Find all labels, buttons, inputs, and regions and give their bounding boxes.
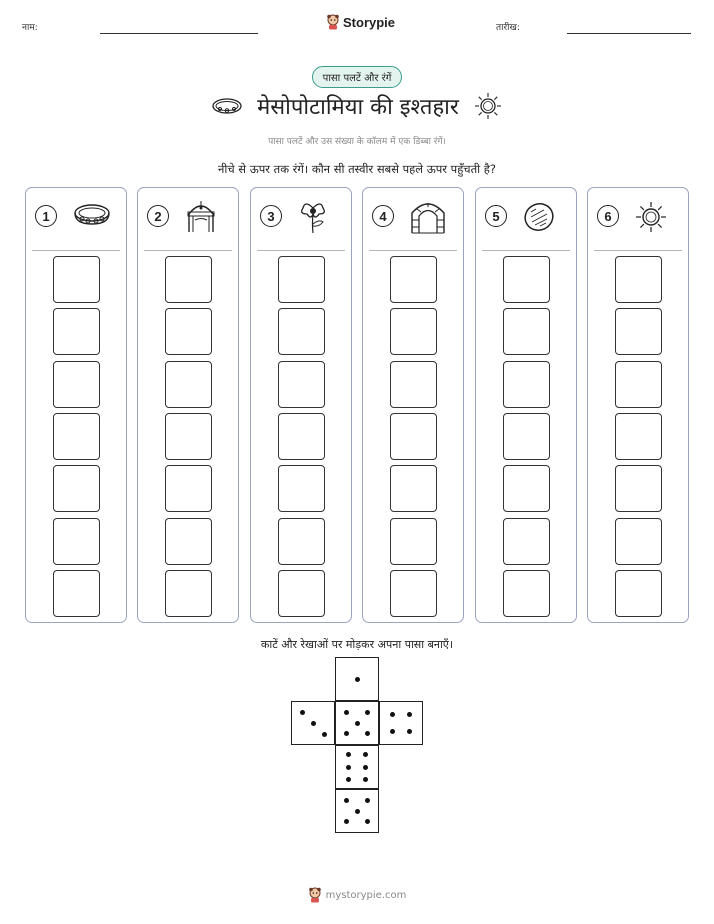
column-number: 1	[35, 205, 57, 227]
die-face-4	[379, 701, 423, 745]
brand-logo	[326, 14, 395, 30]
color-box[interactable]	[165, 465, 212, 512]
color-box[interactable]	[615, 413, 662, 460]
footer-url: mystorypie.com	[325, 889, 407, 901]
column-divider	[482, 250, 570, 251]
date-line[interactable]	[567, 33, 691, 34]
color-box[interactable]	[390, 518, 437, 565]
die-face-1	[335, 657, 379, 701]
column-number: 5	[485, 205, 507, 227]
die-pip	[355, 809, 360, 814]
die-pip	[363, 752, 368, 757]
die-pip	[407, 729, 412, 734]
color-box[interactable]	[278, 413, 325, 460]
color-box[interactable]	[165, 518, 212, 565]
die-face-3	[291, 701, 335, 745]
die-pip	[311, 721, 316, 726]
race-column-4	[362, 187, 464, 623]
race-column-5	[475, 187, 577, 623]
color-box[interactable]	[503, 361, 550, 408]
stone-arch-icon	[409, 200, 447, 238]
die-pip	[344, 731, 349, 736]
color-box[interactable]	[390, 413, 437, 460]
color-box[interactable]	[278, 518, 325, 565]
race-column-3	[250, 187, 352, 623]
die-pip	[344, 819, 349, 824]
color-box[interactable]	[278, 361, 325, 408]
footer	[308, 887, 407, 903]
column-number: 2	[147, 205, 169, 227]
color-box[interactable]	[503, 413, 550, 460]
die-pip	[363, 777, 368, 782]
color-box[interactable]	[53, 570, 100, 617]
color-box[interactable]	[615, 361, 662, 408]
clay-tablet-icon	[522, 200, 556, 238]
color-box[interactable]	[615, 465, 662, 512]
column-number: 3	[260, 205, 282, 227]
column-divider	[257, 250, 345, 251]
color-box[interactable]	[503, 256, 550, 303]
column-divider	[32, 250, 120, 251]
die-pip	[300, 710, 305, 715]
storypie-mascot-icon	[308, 887, 322, 903]
color-box[interactable]	[278, 570, 325, 617]
die-pip	[346, 777, 351, 782]
race-column-2	[137, 187, 239, 623]
brand-name: Storypie	[343, 14, 396, 30]
color-box[interactable]	[503, 518, 550, 565]
die-pip	[363, 765, 368, 770]
die-face-6	[335, 745, 379, 789]
color-box[interactable]	[390, 256, 437, 303]
die-pip	[355, 677, 360, 682]
die-pip	[344, 798, 349, 803]
die-pip	[365, 731, 370, 736]
color-box[interactable]	[165, 570, 212, 617]
name-label: नाम:	[22, 23, 38, 33]
color-box[interactable]	[615, 518, 662, 565]
column-number: 6	[597, 205, 619, 227]
color-box[interactable]	[278, 308, 325, 355]
date-label: तारीख:	[496, 23, 520, 33]
color-box[interactable]	[165, 361, 212, 408]
color-box[interactable]	[615, 308, 662, 355]
race-column-6	[587, 187, 689, 623]
color-box[interactable]	[165, 308, 212, 355]
color-box[interactable]	[503, 308, 550, 355]
color-box[interactable]	[53, 361, 100, 408]
color-box[interactable]	[53, 308, 100, 355]
die-pip	[390, 729, 395, 734]
color-box[interactable]	[53, 413, 100, 460]
color-box[interactable]	[53, 465, 100, 512]
color-box[interactable]	[53, 518, 100, 565]
column-number: 4	[372, 205, 394, 227]
die-pip	[346, 765, 351, 770]
color-box[interactable]	[390, 308, 437, 355]
die-pip	[346, 752, 351, 757]
storypie-mascot-icon	[326, 14, 340, 30]
die-pip	[390, 712, 395, 717]
column-divider	[144, 250, 232, 251]
activity-tag: पासा पलटें और रंगें	[312, 66, 403, 88]
poppy-flower-icon	[297, 200, 329, 238]
die-face-5	[335, 789, 379, 833]
sun-icon	[634, 200, 668, 238]
color-box[interactable]	[503, 570, 550, 617]
color-box[interactable]	[390, 570, 437, 617]
bracelet-icon	[211, 96, 243, 116]
color-box[interactable]	[278, 256, 325, 303]
title-row	[0, 91, 714, 121]
page-subtitle: पासा पलटें और उस संख्या के कॉलम में एक डिब्बा रंगें।	[268, 137, 446, 147]
color-box[interactable]	[278, 465, 325, 512]
race-instruction: नीचे से ऊपर तक रंगें। कौन सी तस्वीर सबसे पहले ऊपर पहुँचती है?	[217, 162, 497, 176]
column-divider	[369, 250, 457, 251]
column-divider	[594, 250, 682, 251]
sun-icon	[473, 91, 503, 121]
dice-instruction: काटें और रेखाओं पर मोड़कर अपना पासा बनाएँ।	[260, 638, 454, 651]
gate-icon	[184, 200, 218, 238]
color-box[interactable]	[165, 256, 212, 303]
color-box[interactable]	[390, 465, 437, 512]
die-face-5	[335, 701, 379, 745]
die-pip	[365, 710, 370, 715]
color-box[interactable]	[53, 256, 100, 303]
die-pip	[344, 710, 349, 715]
name-line[interactable]	[100, 33, 258, 34]
color-box[interactable]	[503, 465, 550, 512]
race-column-1	[25, 187, 127, 623]
die-pip	[365, 798, 370, 803]
color-box[interactable]	[615, 570, 662, 617]
bracelet-icon	[72, 200, 112, 234]
color-box[interactable]	[615, 256, 662, 303]
page-title: मेसोपोटामिया की इश्तहार	[257, 95, 459, 120]
die-pip	[407, 712, 412, 717]
die-pip	[322, 732, 327, 737]
die-pip	[355, 721, 360, 726]
die-pip	[365, 819, 370, 824]
color-box[interactable]	[390, 361, 437, 408]
color-box[interactable]	[165, 413, 212, 460]
